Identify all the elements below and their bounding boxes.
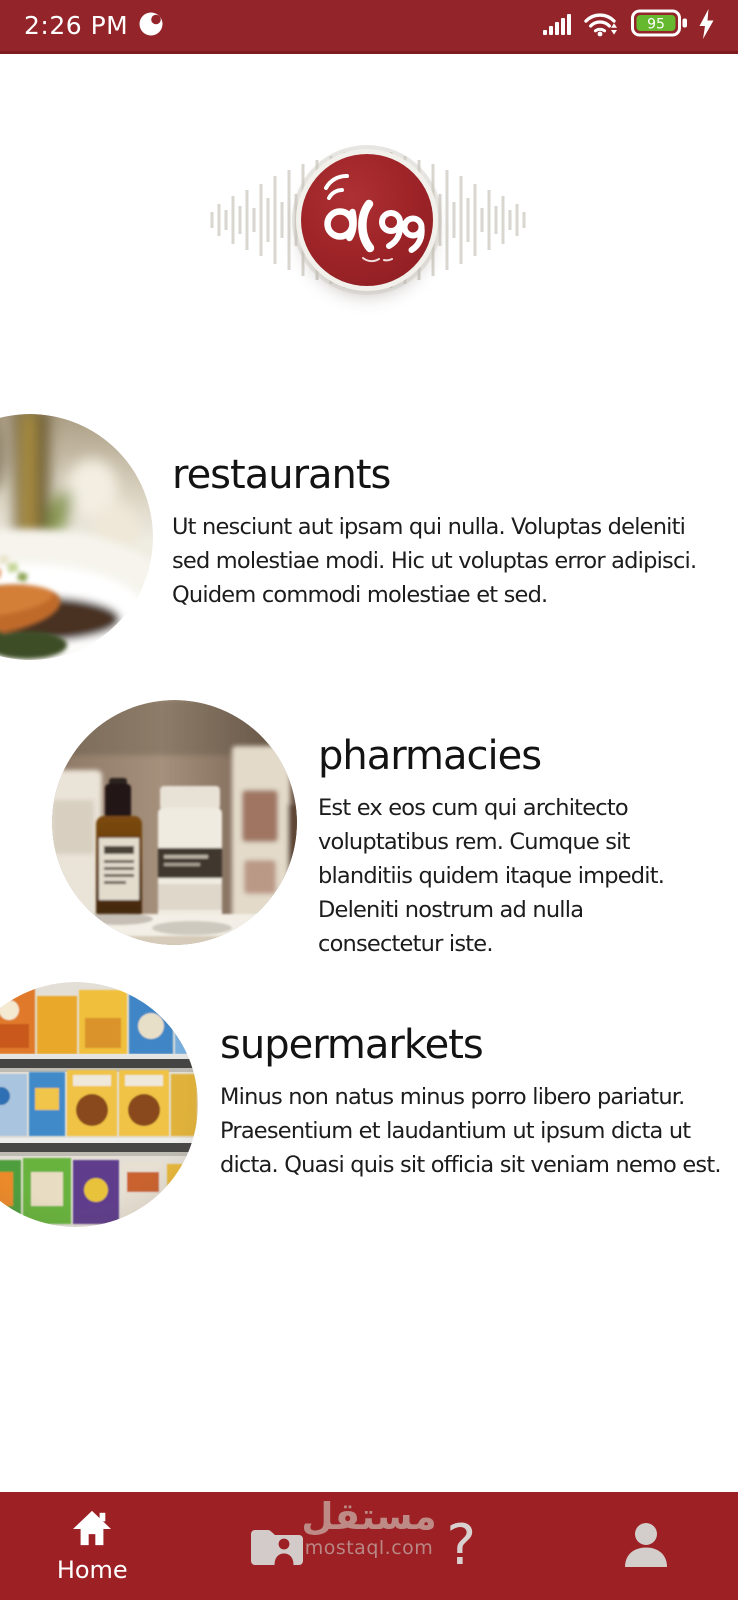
restaurants-description: Ut nesciunt aut ipsam qui nulla. Voluptas deleniti sed molestiae modi. Hic ut voluptas error adipisci. Quidem commodi molestiae et sed. bbox=[172, 514, 697, 608]
pharmacies-title[interactable]: pharmacies bbox=[318, 733, 542, 779]
restaurants-title[interactable]: restaurants bbox=[172, 452, 391, 498]
app-logo bbox=[301, 154, 433, 286]
nav-item-contacts[interactable] bbox=[185, 1492, 370, 1600]
person-icon bbox=[622, 1521, 670, 1571]
watermark-domain: mostaql.com bbox=[304, 1537, 434, 1559]
supermarket-shelf-photo[interactable] bbox=[0, 982, 198, 1227]
folder-contact-icon bbox=[251, 1523, 303, 1569]
battery-percent: 95 bbox=[647, 16, 665, 33]
bottom-nav bbox=[0, 1492, 738, 1600]
pharmacies-description: Est ex eos cum qui architecto voluptatibus rem. Cumque sit blanditiis quidem itaque impedit. Deleniti nostrum ad nulla consectetur iste. bbox=[318, 795, 665, 957]
charging-bolt-icon bbox=[699, 9, 714, 43]
home-icon bbox=[71, 1509, 113, 1551]
nav-item-help[interactable] bbox=[369, 1492, 554, 1600]
section-pharmacies bbox=[318, 733, 686, 961]
pharmacy-bottles-photo[interactable] bbox=[52, 700, 297, 945]
logo-lettering bbox=[301, 154, 433, 286]
watermark-arabic: مستقل bbox=[301, 1495, 437, 1538]
notification-dot-icon bbox=[138, 11, 164, 41]
restaurant-dish-photo[interactable] bbox=[0, 414, 153, 660]
home-label: Home bbox=[56, 1555, 128, 1584]
wifi-icon bbox=[583, 10, 621, 41]
nav-item-profile[interactable] bbox=[554, 1492, 738, 1600]
question-mark-icon: ? bbox=[446, 1513, 477, 1578]
status-bar bbox=[0, 0, 738, 54]
clock: 2:26 PM bbox=[24, 11, 129, 40]
signal-strength-icon bbox=[543, 13, 573, 39]
status-right bbox=[543, 9, 714, 43]
status-left bbox=[24, 11, 164, 41]
nav-item-home[interactable] bbox=[0, 1492, 185, 1600]
battery-icon bbox=[631, 9, 689, 42]
section-restaurants bbox=[172, 452, 717, 612]
supermarkets-description: Minus non natus minus porro libero pariatur. Praesentium et laudantium ut ipsum dicta ut dicta. Quasi quis sit officia sit veniam nemo est. bbox=[220, 1084, 721, 1178]
supermarkets-title[interactable]: supermarkets bbox=[220, 1022, 483, 1068]
section-supermarkets bbox=[220, 1022, 725, 1182]
